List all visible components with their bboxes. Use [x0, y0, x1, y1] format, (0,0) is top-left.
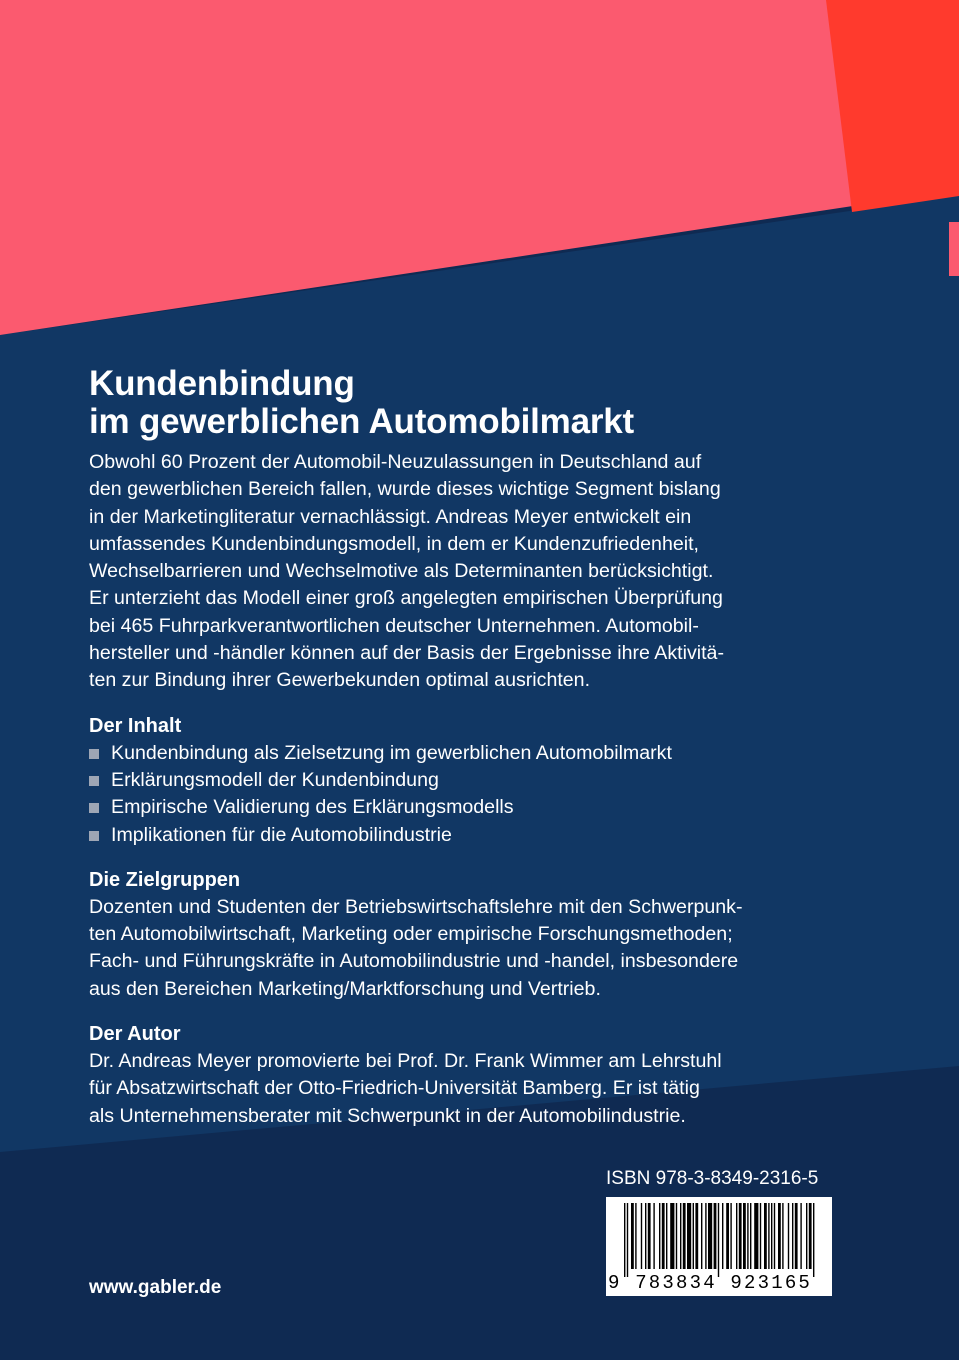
square-bullet-icon	[89, 776, 99, 786]
description-line: umfassendes Kundenbindungsmodell, in dem er Kundenzufriedenheit,	[89, 532, 699, 555]
website-link[interactable]: www.gabler.de	[89, 1277, 222, 1298]
list-item	[89, 740, 809, 767]
barcode-bar	[670, 1203, 674, 1269]
barcode-bar	[631, 1203, 634, 1269]
barcode-bar	[676, 1203, 677, 1269]
barcode-bar	[726, 1203, 729, 1269]
barcode-bar	[771, 1203, 772, 1269]
barcode-bar	[714, 1203, 717, 1269]
autor-line: Dr. Andreas Meyer promovierte bei Prof. Dr. Frank Wimmer am Lehrstuhl	[89, 1050, 722, 1073]
barcode-bar	[718, 1203, 719, 1277]
book-title	[89, 365, 809, 441]
autor-heading: Der Autor	[89, 1023, 181, 1046]
list-item	[89, 767, 809, 794]
back-cover-text	[89, 365, 809, 1130]
barcode-bar	[739, 1203, 742, 1269]
barcode-bar	[683, 1203, 686, 1269]
description-line: Obwohl 60 Prozent der Automobil-Neuzulassungen in Deutschland auf	[89, 451, 702, 473]
autor-line: für Absatzwirtschaft der Otto-Friedrich-Universität Bamberg. Er ist tätig	[89, 1077, 700, 1100]
list-item-label: Kundenbindung als Zielsetzung im gewerblichen Automobilmarkt	[111, 741, 672, 764]
barcode-bar	[768, 1203, 769, 1269]
barcode-bar	[635, 1203, 636, 1269]
barcode	[606, 1197, 832, 1296]
list-item	[89, 794, 809, 821]
description-line: bei 465 Fuhrparkverantwortlichen deutscher Unternehmen. Automobil-	[89, 614, 699, 637]
barcode-bar	[659, 1203, 660, 1269]
pink-edge-tab	[949, 222, 959, 276]
barcode-bar	[648, 1203, 651, 1269]
list-item-label: Erklärungsmodell der Kundenbindung	[111, 768, 439, 791]
zielgruppen-line: ten Automobilwirtschaft, Marketing oder empirische Forschungsmethoden;	[89, 923, 733, 946]
autor-text	[89, 1048, 809, 1130]
inhalt-list	[89, 740, 809, 849]
barcode-bar	[782, 1203, 783, 1269]
barcode-bar	[645, 1203, 646, 1269]
barcode-bar	[795, 1203, 798, 1269]
barcode-bar	[722, 1203, 723, 1269]
zielgruppen-line: Dozenten und Studenten der Betriebswirtschaftslehre mit den Schwerpunk-	[89, 895, 743, 918]
barcode-bar	[641, 1203, 642, 1269]
zielgruppen-text	[89, 894, 809, 1003]
barcode-bar	[792, 1203, 793, 1269]
barcode-bar	[666, 1203, 667, 1269]
list-item	[89, 822, 809, 849]
zielgruppen-line: Fach- und Führungskräfte in Automobilindustrie und -handel, insbesondere	[89, 950, 739, 973]
barcode-bar	[788, 1203, 789, 1269]
barcode-bar	[705, 1203, 706, 1269]
barcode-bar	[701, 1203, 702, 1269]
barcode-bar	[695, 1203, 698, 1269]
barcode-bar	[743, 1203, 746, 1269]
zielgruppen-heading: Die Zielgruppen	[89, 868, 241, 891]
description-line: ten zur Bindung ihrer Gewerbekunden optimal ausrichten.	[89, 669, 591, 692]
square-bullet-icon	[89, 749, 99, 759]
zielgruppen-line: aus den Bereichen Marketing/Marktforschung und Vertrieb.	[89, 977, 601, 1000]
barcode-bar	[730, 1203, 731, 1269]
barcode-bar	[747, 1203, 748, 1269]
barcode-bar	[653, 1203, 654, 1269]
barcode-bar	[624, 1203, 625, 1277]
square-bullet-icon	[89, 803, 99, 813]
description-line: Wechselbarrieren und Wechselmotive als Determinanten berücksichtigt.	[89, 560, 714, 583]
barcode-digits: 9 783834 923165	[608, 1272, 813, 1294]
barcode-bar	[809, 1203, 812, 1269]
barcode-bar	[680, 1203, 681, 1269]
autor-line: als Unternehmensberater mit Schwerpunkt in der Automobilindustrie.	[89, 1104, 686, 1127]
list-item-label: Empirische Validierung des Erklärungsmodells	[111, 796, 514, 819]
title-line: Kundenbindung	[89, 364, 355, 403]
barcode-bar	[750, 1203, 751, 1269]
barcode-bar	[754, 1203, 758, 1269]
barcode-bar	[760, 1203, 761, 1269]
barcode-bar	[806, 1203, 807, 1269]
barcode-bar	[813, 1203, 814, 1277]
description-line: hersteller und -händler können auf der Basis der Ergebnisse ihre Aktivitä-	[89, 642, 724, 665]
square-bullet-icon	[89, 831, 99, 841]
barcode-bar	[774, 1203, 775, 1269]
description-line: in der Marketingliteratur vernachlässigt. Andreas Meyer entwickelt ein	[89, 505, 692, 528]
description	[89, 449, 809, 695]
barcode-bar	[764, 1203, 767, 1269]
barcode-bar	[778, 1203, 781, 1269]
barcode-bar	[627, 1203, 628, 1277]
barcode-bar	[736, 1203, 737, 1269]
inhalt-heading: Der Inhalt	[89, 714, 182, 737]
title-line: im gewerblichen Automobilmarkt	[89, 402, 635, 441]
barcode-bar	[693, 1203, 694, 1269]
barcode-bar	[662, 1203, 665, 1269]
barcode-bar	[687, 1203, 691, 1269]
list-item-label: Implikationen für die Automobilindustrie	[111, 823, 452, 846]
isbn-label: ISBN 978-3-8349-2316-5	[606, 1168, 819, 1189]
description-line: Er unterzieht das Modell einer groß angelegten empirischen Überprüfung	[89, 587, 723, 610]
barcode-bar	[800, 1203, 801, 1269]
description-line: den gewerblichen Bereich fallen, wurde dieses wichtige Segment bislang	[89, 478, 721, 501]
barcode-bar	[708, 1203, 712, 1269]
